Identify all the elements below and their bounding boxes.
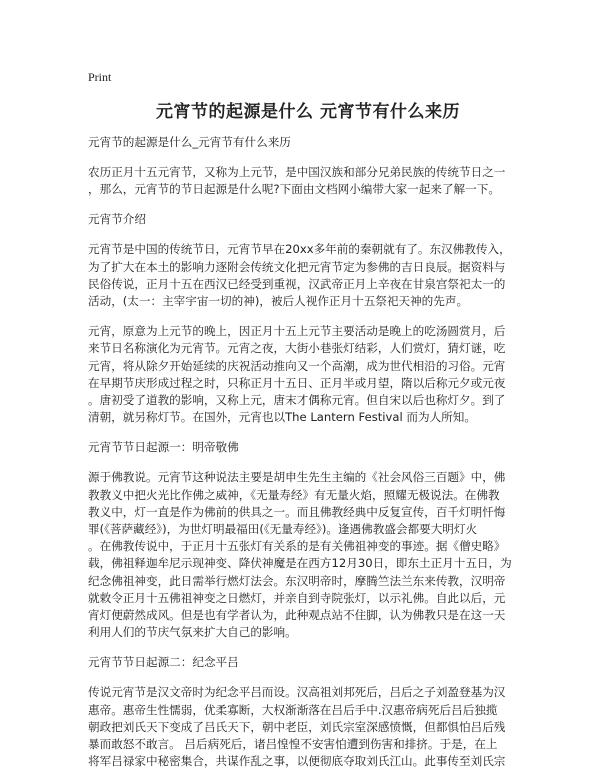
paragraph-line: 元宵节是中国的传统节日，元宵节早在20xx多年前的秦朝就有了。东汉佛教传入， [88, 242, 511, 257]
paragraph-line: 朝政把刘氏天下变成了吕氏天下，朝中老臣，刘氏宗室深感愤慨，但都惧怕吕后残 [88, 719, 506, 734]
section-heading: 元宵节介绍 [88, 212, 146, 227]
document-subtitle: 元宵节的起源是什么_元宵节有什么来历 [88, 135, 291, 149]
paragraph-line: 元宵，将从除夕开始延续的庆祝活动推向又一个高潮，成为世代相沿的习俗。元宵 [88, 358, 506, 373]
paragraph [88, 241, 528, 310]
paragraph-line: 惠帝。惠帝生性懦弱，优柔寡断，大权渐渐落在吕后手中.汉惠帝病死后吕后独揽 [88, 702, 498, 717]
paragraph-line: 罪(《菩萨藏经》)，为世灯明最福田(《无量寿经》)。逢遇佛教盛会都要大明灯火 [88, 522, 478, 537]
document-title: 元宵节的起源是什么 元宵节有什么来历 [156, 102, 460, 122]
paragraph [88, 323, 528, 426]
document-page [88, 70, 528, 783]
paragraph-line: 教教义中把火光比作佛之威神，《无量寿经》有无量火焰，照耀无极说法。在佛教 [88, 487, 500, 502]
paragraph-line: 利用人们的节庆气氛来扩大自己的影响。 [88, 625, 297, 640]
paragraph-line: 元宵，原意为上元节的晚上，因正月十五上元节主要活动是晚上的吃汤圆赏月，后 [88, 324, 506, 339]
paragraph-line: 暴而敢怒不敢言。 吕后病死后，诸吕惶惶不安害怕遭到伤害和排挤。于是，在上 [88, 737, 498, 752]
paragraph-line: 纪念佛祖神变，此日需举行燃灯法会。东汉明帝时，摩腾竺法兰东来传教，汉明帝 [88, 573, 506, 588]
paragraph-line: 教义中，灯一直是作为佛前的供具之一。而且佛教经典中反复宣传，百千灯明忏悔 [88, 504, 506, 519]
paragraph-line: 在早期节庆形成过程之时，只称正月十五日、正月半或月望，隋以后称元夕或元夜 [88, 375, 506, 390]
paragraph-line: 来节日名称演化为元宵节。元宵之夜，大街小巷张灯结彩，人们赏灯，猜灯谜，吃 [88, 341, 506, 356]
paragraph-line: 。在佛教传说中，于正月十五张灯有关系的是有关佛祖神变的事迹。据《僧史略》 [88, 539, 506, 554]
paragraph-line: 宵灯便蔚然成风。但是也有学者认为，此种观点站不住脚，认为佛教只是在这一天 [88, 608, 506, 623]
paragraph-line: 清朝，就另称灯节。在国外，元宵也以The Lantern Festival 而为人所知。 [88, 410, 476, 425]
paragraph [88, 164, 528, 198]
paragraph-line: 就敕令正月十五佛祖神变之日燃灯，并亲自到寺院张灯，以示礼佛。自此以后，元 [88, 590, 506, 605]
paragraph-line: 源于佛教说。元宵节这种说法主要是胡申生先生主编的《社会风俗三百题》中，佛 [88, 470, 506, 485]
paragraph-line: 为了扩大在本土的影响力逐附会传统文化把元宵节定为参佛的吉日良辰。据资料与 [88, 259, 506, 274]
document-body [88, 164, 528, 770]
paragraph-line: 。唐初受了道教的影响，又称上元，唐末才偶称元宵。但自宋以后也称灯夕。到了 [88, 393, 506, 408]
paragraph-line: 农历正月十五元宵节，又称为上元节，是中国汉族和部分兄弟民族的传统节日之一 [88, 165, 506, 179]
paragraph-line: ，那么，元宵节的节日起源是什么呢?下面由文档网小编带大家一起来了解一下。 [88, 182, 500, 197]
section-heading: 元宵节节日起源二：纪念平吕 [88, 655, 239, 670]
paragraph [88, 684, 528, 770]
section-heading: 元宵节节日起源一：明帝敬佛 [88, 440, 239, 455]
paragraph-line: 民俗传说，正月十五在西汉已经受到重视，汉武帝正月上辛夜在甘泉宫祭祀太一的 [88, 276, 506, 291]
paragraph-line: 载，佛祖释迦牟尼示现神变、降伏神魔是在西方12月30日，即东土正月十五日，为 [88, 556, 512, 571]
paragraph-line: 将军吕禄家中秘密集合，共谋作乱之事，以便彻底夺取刘氏江山。此事传至刘氏宗 [88, 754, 506, 769]
paragraph [88, 469, 528, 641]
print-label: Print [88, 70, 112, 84]
paragraph-line: 活动，(太一：主宰宇宙一切的神)，被后人视作正月十五祭祀天神的先声。 [88, 294, 469, 309]
paragraph-line: 传说元宵节是汉文帝时为纪念平吕而设。汉高祖刘邦死后，吕后之子刘盈登基为汉 [88, 685, 506, 700]
